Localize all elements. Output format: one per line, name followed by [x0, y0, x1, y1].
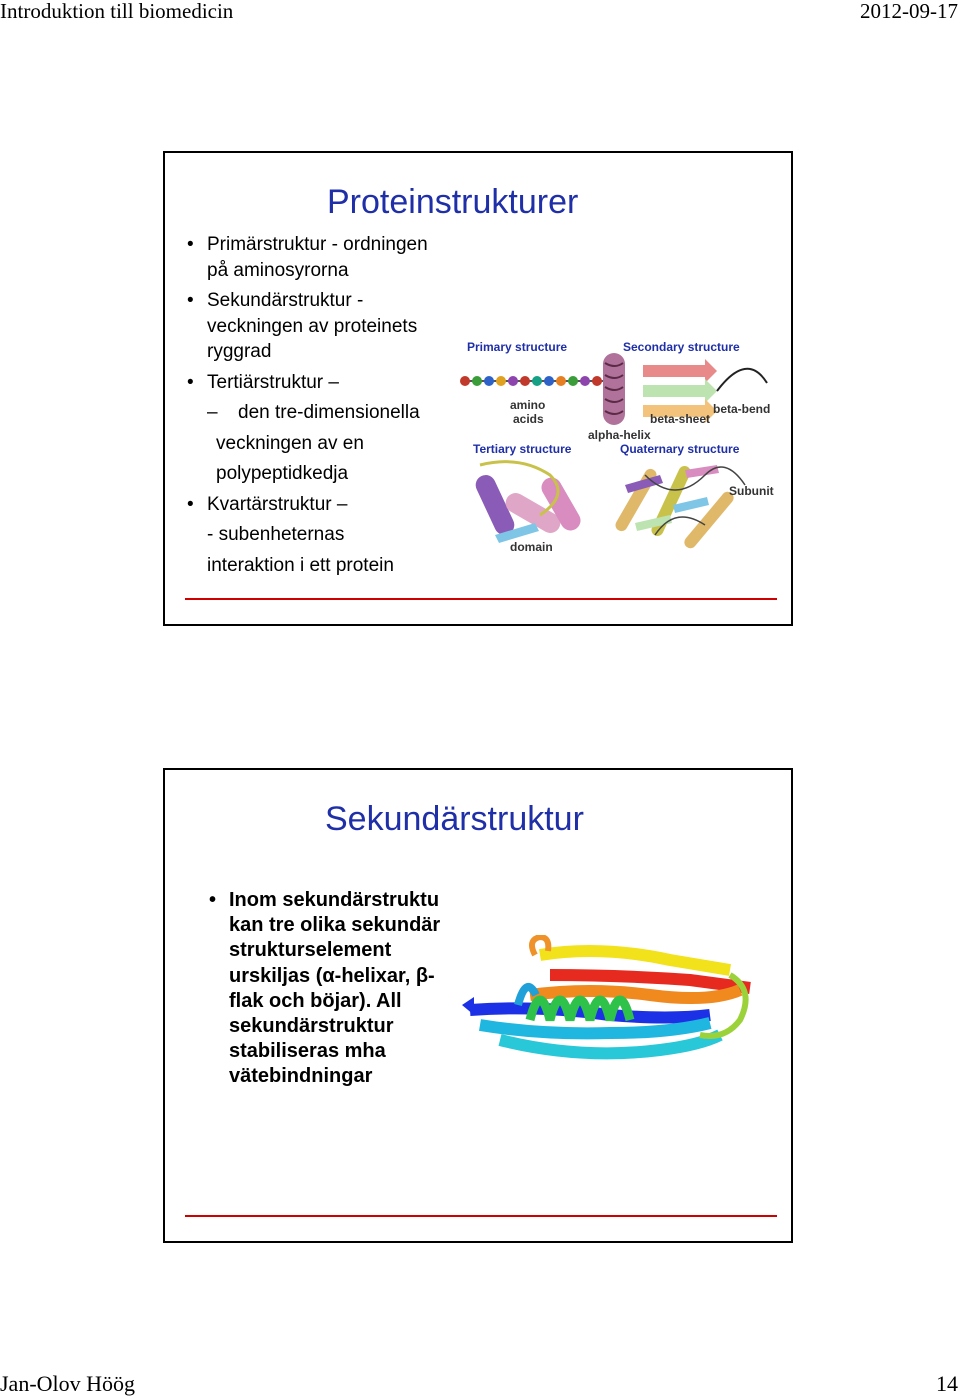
label-secondary-structure: Secondary structure: [623, 340, 740, 354]
slide-sekundarstruktur: [163, 768, 793, 1243]
bullet-text: • Inom sekundärstruktu: [229, 889, 440, 911]
bullet-text: interaktion i ett protein: [207, 554, 394, 576]
bullet-primary: [185, 232, 475, 283]
bullet-text: – den tre-dimensionella: [238, 402, 420, 423]
bullet-list: [185, 232, 475, 578]
bullet-text: urskiljas (α-helixar, β-: [229, 964, 435, 987]
amino-acid-chain: [460, 376, 605, 386]
bullet-text: • Sekundärstruktur -: [207, 290, 364, 311]
bullet-text: • Tertiärstruktur –: [207, 371, 339, 393]
label-domain: domain: [510, 540, 553, 554]
bullet-tertiary: [185, 370, 475, 396]
bullet-text: flak och böjar). All: [229, 989, 402, 1012]
bullet-text: - subenheternas: [207, 524, 345, 545]
bullet-text: vätebindningar: [229, 1065, 373, 1088]
page-number: 14: [936, 1371, 958, 1396]
label-acids: acids: [513, 412, 544, 426]
label-beta-bend: beta-bend: [713, 402, 771, 416]
slide-title: Sekundärstruktur: [325, 800, 584, 838]
bullet-text: veckningen av proteinets: [207, 315, 418, 337]
bullet-text: strukturselement: [229, 939, 392, 962]
label-primary-structure: Primary structure: [467, 340, 568, 354]
bullet-quaternary: [185, 492, 475, 518]
slide-divider: [185, 598, 777, 600]
slide-title: Proteinstrukturer: [327, 183, 579, 221]
label-alpha-helix: alpha-helix: [588, 428, 651, 442]
alpha-helix-shape: [603, 353, 625, 425]
label-subunit: Subunit: [729, 484, 774, 498]
bullet-secondary: [185, 288, 475, 365]
bullet-text: ryggrad: [207, 341, 272, 362]
label-amino: amino: [510, 398, 546, 412]
bullet-list: [207, 888, 447, 1090]
bullet-text: veckningen av en: [216, 432, 364, 454]
label-quaternary-structure: Quaternary structure: [620, 442, 740, 456]
bullet-text: polypeptidkedja: [216, 463, 349, 484]
bullet-text: kan tre olika sekundär: [229, 914, 441, 937]
bullet-sekundar: [207, 888, 447, 1090]
label-tertiary-structure: Tertiary structure: [473, 442, 572, 456]
course-title: Introduktion till biomedicin: [0, 0, 234, 23]
slide-divider: [185, 1215, 777, 1217]
protein-ribbon-image: [460, 935, 760, 1080]
bullet-text: • Primärstruktur - ordningen: [207, 234, 428, 255]
bullet-text: • Kvartärstruktur –: [207, 493, 348, 515]
slide-proteinstrukturer: [163, 151, 793, 626]
bullet-text: stabiliseras mha: [229, 1040, 386, 1063]
bullet-text: sekundärstruktur: [229, 1015, 394, 1038]
tertiary-domain-shape: [472, 462, 584, 543]
header-date: 2012-09-17: [860, 0, 958, 23]
quaternary-shape: [613, 464, 745, 551]
author-name: Jan-Olov Höög: [0, 1371, 136, 1396]
label-beta-sheet: beta-sheet: [650, 412, 711, 426]
bullet-text: på aminosyrorna: [207, 259, 349, 281]
sub-bullet-tertiary: [185, 400, 475, 426]
protein-structure-figure: [455, 335, 785, 557]
